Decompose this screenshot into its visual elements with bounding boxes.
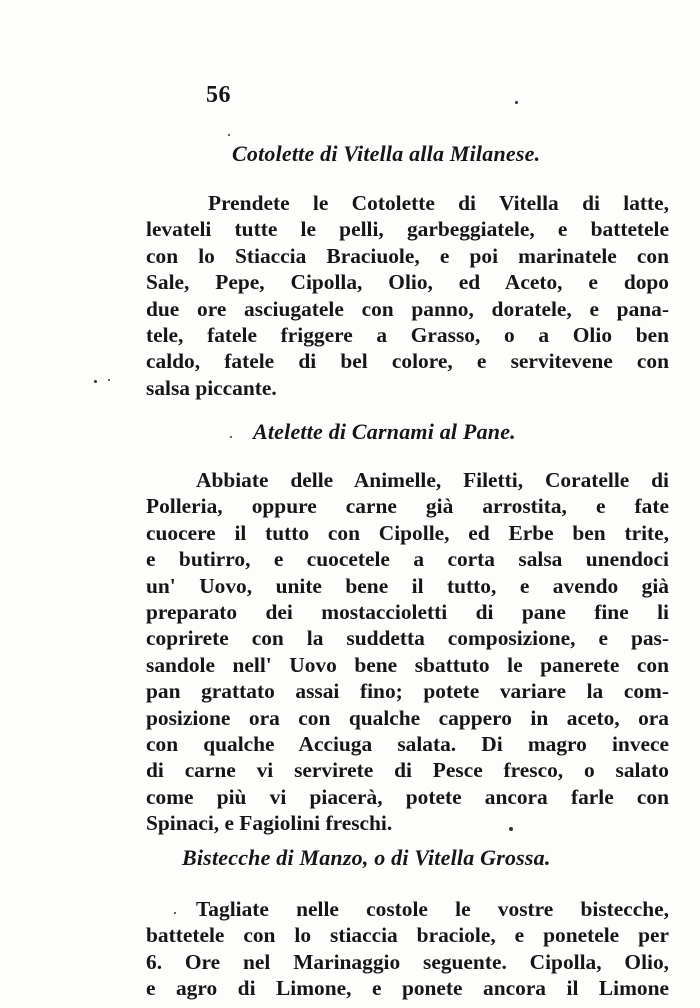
- text-line: 6. Ore nel Marinaggio seguente. Cipolla, Olio,: [146, 949, 669, 974]
- text-line: cuocere il tutto con Cipolle, ed Erbe ben trite,: [146, 520, 669, 545]
- text-line: tele, fatele friggere a Grasso, o a Olio ben: [146, 323, 669, 348]
- text-line: e butirro, e cuocetele a corta salsa unendoci: [146, 547, 669, 572]
- section-body-atelette: [146, 467, 669, 837]
- text-line: salsa piccante.: [146, 375, 277, 400]
- text-line: con qualche Acciuga salata. Di magro invece: [146, 732, 669, 757]
- text-line: Sale, Pepe, Cipolla, Olio, ed Aceto, e dopo: [146, 270, 669, 295]
- section-heading-bistecche: Bistecche di Manzo, o di Vitella Grossa.: [182, 845, 551, 870]
- text-line: due ore asciugatele con panno, doratele, e pana-: [146, 296, 669, 321]
- section-heading-atelette: Atelette di Carnami al Pane.: [253, 419, 516, 444]
- print-speck: [94, 380, 97, 383]
- text-line: posizione ora con qualche cappero in aceto, ora: [146, 705, 669, 730]
- section-body-bistecche: [146, 896, 669, 1002]
- text-line: Prendete le Cotolette di Vitella di latte,: [208, 191, 669, 215]
- page-number: 56: [206, 82, 231, 108]
- print-speck: [108, 379, 110, 381]
- text-line: pan grattato assai fino; potete variare la com-: [146, 679, 669, 704]
- section-body-cotolette: [146, 190, 669, 401]
- print-speck: [515, 101, 518, 104]
- text-line: Spinaci, e Fagiolini freschi.: [146, 811, 393, 836]
- text-line: levateli tutte le pelli, garbeggiatele, e battetele: [146, 217, 669, 242]
- text-line: sandole nell' Uovo bene sbattuto le panerete con: [146, 652, 669, 677]
- section-heading-cotolette: Cotolette di Vitella alla Milanese.: [232, 141, 541, 166]
- text-line: Tagliate nelle costole le vostre bistecche,: [196, 897, 669, 921]
- print-speck: [230, 436, 232, 438]
- text-line: Abbiate delle Animelle, Filetti, Coratelle di: [196, 468, 669, 492]
- text-line: con lo Stiaccia Braciuole, e poi marinatele con: [146, 243, 669, 268]
- text-line: preparato dei mostaccioletti di pane fine li: [146, 600, 669, 625]
- text-line: come più vi piacerà, potete ancora farle con: [146, 784, 669, 809]
- text-line: di carne vi servirete di Pesce fresco, o salato: [146, 758, 669, 783]
- print-speck: [228, 134, 230, 136]
- text-line: battetele con lo stiaccia braciole, e ponetele per: [146, 923, 669, 948]
- text-line: un' Uovo, unite bene il tutto, e avendo già: [146, 573, 669, 598]
- text-line: e agro di Limone, e ponete ancora il Limone: [146, 976, 669, 1001]
- text-line: coprirete con la suddetta composizione, e pas-: [146, 626, 669, 651]
- text-line: Polleria, oppure carne già arrostita, e fate: [146, 494, 669, 519]
- text-line: caldo, fatele di bel colore, e servitevene con: [146, 349, 669, 374]
